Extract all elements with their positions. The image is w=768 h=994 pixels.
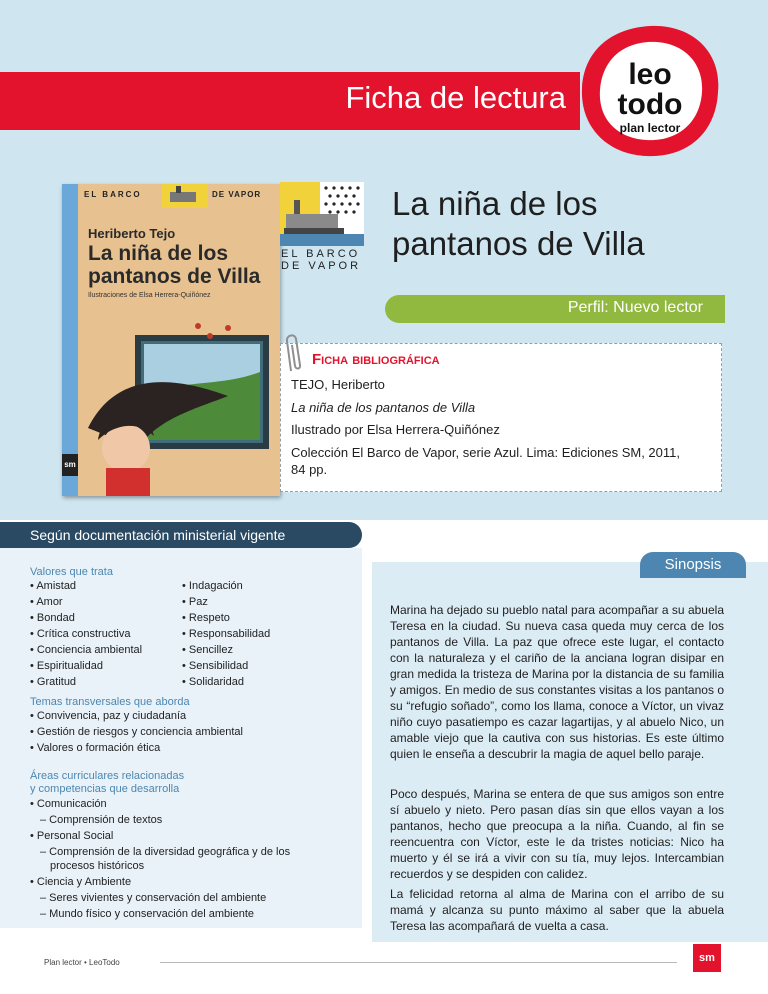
cover-title: La niña de los pantanos de Villa xyxy=(88,242,261,288)
areas-heading-line-2: y competencias que desarrolla xyxy=(30,783,180,795)
area-label: Comunicación xyxy=(36,798,107,810)
bibliographic-collection-line-2: 84 pp. xyxy=(291,462,328,477)
cover-series: EL BARCO xyxy=(84,190,142,199)
book-title xyxy=(392,184,645,264)
value-label: Espiritualidad xyxy=(36,660,103,672)
sm-publisher-logo: sm xyxy=(693,944,721,972)
ministerial-band xyxy=(0,522,362,548)
value-label: Bondad xyxy=(36,612,75,624)
paperclip-icon xyxy=(283,333,311,375)
cover-spine xyxy=(62,184,78,496)
synopsis-paragraph-2: Poco después, Marina se entera de que sus amigos son entre sí abuelo y nieto. Pero pasan días sin que ellos vayan a los pantanos, hecho que preocupa a la niña. Cuando, al fin se reencuentra con Víctor, este le da tristes noticias: Nico ha muerto y él se irá a vivir con su tía, muy lejos. Intercambian recuerdos y se despiden con calidez. xyxy=(390,787,724,881)
bibliographic-title: La niña de los pantanos de Villa xyxy=(291,400,476,415)
value-label: Gratitud xyxy=(36,676,77,688)
book-title-line-2: pantanos de Villa xyxy=(392,225,645,262)
cover-publisher-logo: sm xyxy=(62,454,78,476)
value-item: • Paz xyxy=(182,596,208,608)
synopsis-paragraph-1: Marina ha dejado su pueblo natal para acompañar a su abuela Teresa en la ciudad. Su nueva casa queda muy cerca de los pantanos de Villa. La paz que ofrece este lugar, el contacto con la naturaleza y el cariño de la anciana logran disipar en gran medida la tristeza de Marina por la distancia de su familia y amigos. En medio de sus constantes visitas a los pantanos o su “refugio soñado”, como los llama, conoce a Víctor, un vivaz niño cuyo pasatiempo es cazar lagartijas, y al abuelo Nico, un amable viejo que la cautiva con sus historias. Es este último quien le enseña a descubrir la magia de aquel bello paraje. xyxy=(390,603,724,761)
value-item: • Solidaridad xyxy=(182,676,244,688)
bibliographic-illustrator: Ilustrado por Elsa Herrera-Quiñónez xyxy=(291,422,500,437)
footer-divider xyxy=(160,962,677,963)
value-label: Respeto xyxy=(188,612,230,624)
area-item: • Personal Social xyxy=(30,830,114,842)
logo-text-leo: leo xyxy=(628,58,672,91)
value-label: Crítica constructiva xyxy=(36,628,131,640)
area-subitem: procesos históricos xyxy=(50,860,145,872)
areas-heading xyxy=(30,770,184,796)
value-item: • Responsabilidad xyxy=(182,628,271,640)
profile-label: Perfil: Nuevo lector xyxy=(567,299,703,316)
value-label: Paz xyxy=(188,596,208,608)
value-label: Sencillez xyxy=(188,644,233,656)
value-label: Solidaridad xyxy=(188,676,244,688)
value-item: • Espiritualidad xyxy=(30,660,103,672)
themes-heading: Temas transversales que aborda xyxy=(30,696,190,708)
areas-heading-line-1: Áreas curriculares relacionadas xyxy=(30,770,185,782)
title-band xyxy=(0,72,580,130)
barco-text-line-1: EL BARCO xyxy=(281,248,361,260)
value-label: Indagación xyxy=(188,580,243,592)
value-label: Amor xyxy=(36,596,63,608)
value-item: • Amistad xyxy=(30,580,77,592)
theme-label: Gestión de riesgos y conciencia ambiental xyxy=(36,726,243,738)
bibliographic-heading: Ficha bibliográfica xyxy=(312,351,440,368)
value-item: • Respeto xyxy=(182,612,230,624)
area-label: Personal Social xyxy=(36,830,114,842)
value-label: Sensibilidad xyxy=(188,660,249,672)
value-item: • Bondad xyxy=(30,612,75,624)
value-item: • Amor xyxy=(30,596,63,608)
cover-illustration xyxy=(78,308,280,496)
cover-boat-icon xyxy=(162,184,208,208)
synopsis-paragraph-3: La felicidad retorna al alma de Marina con el arribo de su mamá y alcanza su punto máximo al saber que la abuela Teresa las acompañará de vuelta a casa. xyxy=(390,887,724,933)
page-title: Ficha de lectura xyxy=(345,80,566,115)
area-item: • Ciencia y Ambiente xyxy=(30,876,132,888)
value-item: • Crítica constructiva xyxy=(30,628,131,640)
synopsis-tab xyxy=(640,552,746,578)
value-label: Responsabilidad xyxy=(188,628,271,640)
logo-text-todo: todo xyxy=(617,88,683,121)
ministerial-band-label: Según documentación ministerial vigente xyxy=(30,527,286,543)
area-subitem: – Comprensión de textos xyxy=(40,814,163,826)
cover-illustrator: Ilustraciones de Elsa Herrera-Quiñónez xyxy=(88,292,211,299)
book-cover xyxy=(62,184,280,496)
cover-author: Heriberto Tejo xyxy=(88,226,176,241)
theme-label: Convivencia, paz y ciudadanía xyxy=(36,710,187,722)
bibliographic-author: TEJO, Heriberto xyxy=(291,377,385,392)
area-label: Ciencia y Ambiente xyxy=(36,876,132,888)
value-item: • Gratitud xyxy=(30,676,77,688)
values-heading: Valores que trata xyxy=(30,566,113,578)
theme-label: Valores o formación ética xyxy=(36,742,161,754)
cover-series-2: DE VAPOR xyxy=(212,190,262,199)
value-item: • Indagación xyxy=(182,580,243,592)
bibliographic-collection-line-1: Colección El Barco de Vapor, serie Azul. Lima: Ediciones SM, 2011, xyxy=(291,445,680,460)
area-subitem: – Comprensión de la diversidad geográfica y de los xyxy=(40,846,291,858)
barco-text-line-2: DE VAPOR xyxy=(281,260,362,272)
theme-item: • Convivencia, paz y ciudadanía xyxy=(30,710,187,722)
book-title-line-1: La niña de los xyxy=(392,185,598,222)
value-label: Amistad xyxy=(36,580,77,592)
barco-de-vapor-text xyxy=(281,248,361,272)
theme-item: • Valores o formación ética xyxy=(30,742,161,754)
theme-item: • Gestión de riesgos y conciencia ambiental xyxy=(30,726,243,738)
leotodo-logo xyxy=(576,22,724,160)
logo-text-plan-lector: plan lector xyxy=(619,121,681,135)
value-item: • Conciencia ambiental xyxy=(30,644,143,656)
synopsis-label: Sinopsis xyxy=(664,556,722,573)
area-subitem: – Seres vivientes y conservación del ambiente xyxy=(40,892,267,904)
value-label: Conciencia ambiental xyxy=(36,644,143,656)
value-item: • Sensibilidad xyxy=(182,660,249,672)
profile-badge xyxy=(385,295,725,323)
value-item: • Sencillez xyxy=(182,644,233,656)
footer-text: Plan lector • LeoTodo xyxy=(44,958,120,967)
area-item: • Comunicación xyxy=(30,798,107,810)
area-subitem: – Mundo físico y conservación del ambiente xyxy=(40,908,255,920)
